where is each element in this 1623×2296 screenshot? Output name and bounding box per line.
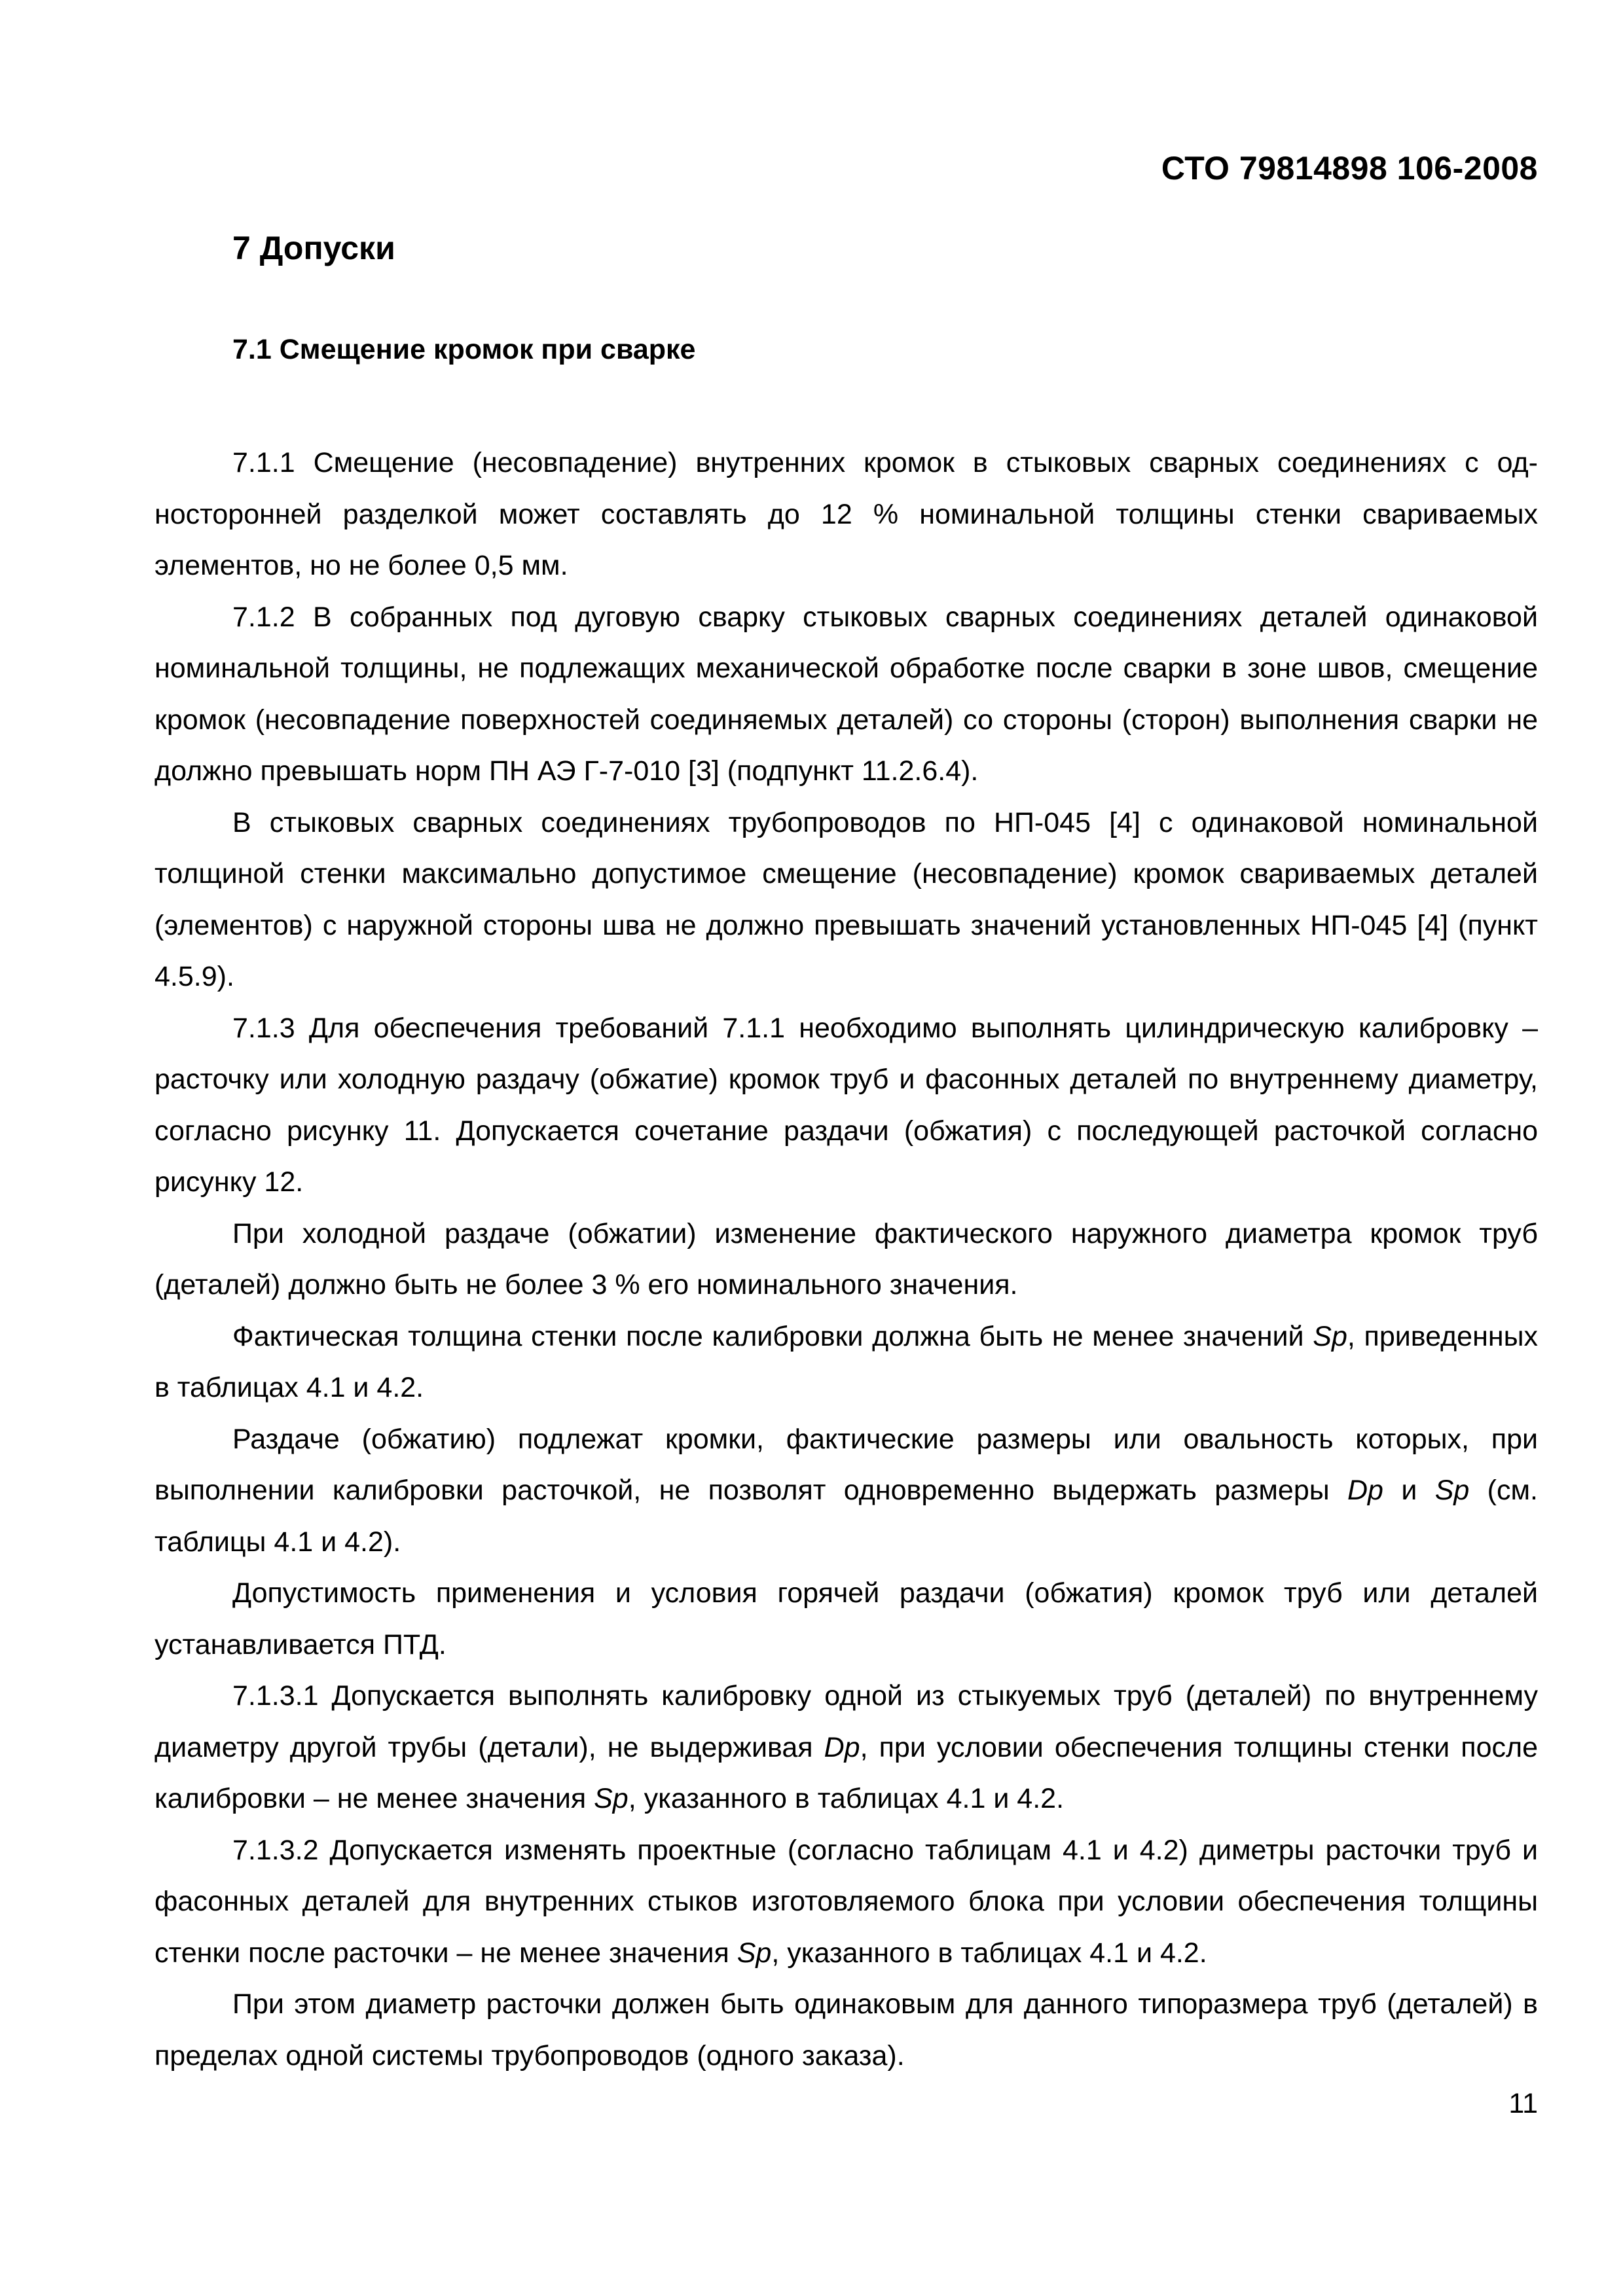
symbol-dp: Dp [824,1731,860,1763]
text-run: Раздаче (обжатию) подлежат кромки, фактические размеры или овальность которых, при выполнении калибровки расточкой, не позволят одновременно выдержать размеры [155,1423,1538,1506]
document-code: СТО 79814898 106-2008 [1161,150,1538,187]
text-run: , приведенных в таблицах 4.1 и 4.2. [155,1320,1539,1403]
symbol-sp: Sp [737,1937,772,1969]
paragraph-7-1-1: 7.1.1 Смещение (несовпадение) внутренних кромок в стыковых сварных соединениях с односторонней разделкой может составлять до 12 % номинальной толщины стенки свариваемых элементов, но не более 0,5 мм. [155,447,1538,581]
paragraph-7-1-3-1 [155,1670,1538,1825]
symbol-sp: Sp [594,1783,629,1814]
paragraph-cold-expansion: При холодной раздаче (обжатии) изменение фактического наружного диаметра кромок труб (деталей) должно быть не более 3 % его номинального значения. [155,1217,1538,1300]
text-run: Фактическая толщина стенки после калибровки должна быть не менее значений [232,1320,1313,1352]
text-run: и [1383,1475,1435,1506]
paragraph-7-1-2: 7.1.2 В собранных под дуговую сварку стыковых сварных соединениях деталей одинаковой номинальной толщины, не подлежащих механической обработке после сварки в зоне швов, смещение кромок (несовпадение поверхностей соединяемых деталей) со стороны (сторон) выполнения сварки не должно превышать норм ПН АЭ Г-7-010 [3] (подпункт 11.2.6.4). [155,601,1538,787]
text-run: , указанного в таблицах 4.1 и 4.2. [771,1937,1207,1969]
page-number: 11 [1508,2088,1538,2119]
symbol-dp: Dp [1347,1475,1383,1506]
section-title: 7 Допуски [232,230,395,266]
symbol-sp: Sp [1313,1320,1347,1352]
text-run: , при условии обеспечения толщины стенки после калибровки – не менее значения [155,1731,1538,1814]
symbol-sp: Sp [1434,1475,1470,1506]
paragraph-boring-diameter: При этом диаметр расточки должен быть одинаковым для данного типоразмера труб (деталей) в пределах одной системы трубопроводов (одного заказа). [155,1988,1538,2072]
paragraph-hot-expansion: Допустимость применения и условия горячей раздачи (обжатия) кромок труб или деталей устанавливается ПТД. [155,1577,1538,1660]
paragraph-edges-expansion [155,1414,1538,1568]
paragraph-7-1-3-2 [155,1825,1538,1979]
text-run: , указанного в таблицах 4.1 и 4.2. [628,1783,1065,1814]
text-run: 7.1.3.1 Допускается выполнять калибровку одной из стыкуемых труб (деталей) по внутреннему диаметру другой трубы (детали), не выдерживая [155,1680,1538,1763]
paragraph-wall-thickness [155,1311,1538,1414]
paragraph-np-045: В стыковых сварных соединениях трубопроводов по НП-045 [4] с одинаковой номинальной толщиной стенки максимально допустимое смещение (несовпадение) кромок свариваемых деталей (элементов) с наружной стороны шва не должно превышать значений установленных НП-045 [4] (пункт 4.5.9). [155,806,1538,992]
subsection-title: 7.1 Смещение кромок при сварке [232,334,696,365]
text-run: 7.1.3.2 Допускается изменять проектные (согласно таблицам 4.1 и 4.2) диметры расточки труб и фасонных деталей для внутренних стыков изготовляемого блока при условии обеспечения толщины стенки после расточки – не менее значения [155,1834,1538,1969]
document-body [155,437,1538,2081]
paragraph-7-1-3: 7.1.3 Для обеспечения требований 7.1.1 необходимо выполнять цилиндрическую калибровку – расточку или холодную раздачу (обжатие) кромок труб и фасонных деталей по внутреннему диаметру, согласно рисунку 11. Допускается сочетание раздачи (обжатия) с последующей расточкой согласно рисунку 12. [155,1012,1538,1198]
text-run: (см. таблицы 4.1 и 4.2). [155,1475,1538,1558]
